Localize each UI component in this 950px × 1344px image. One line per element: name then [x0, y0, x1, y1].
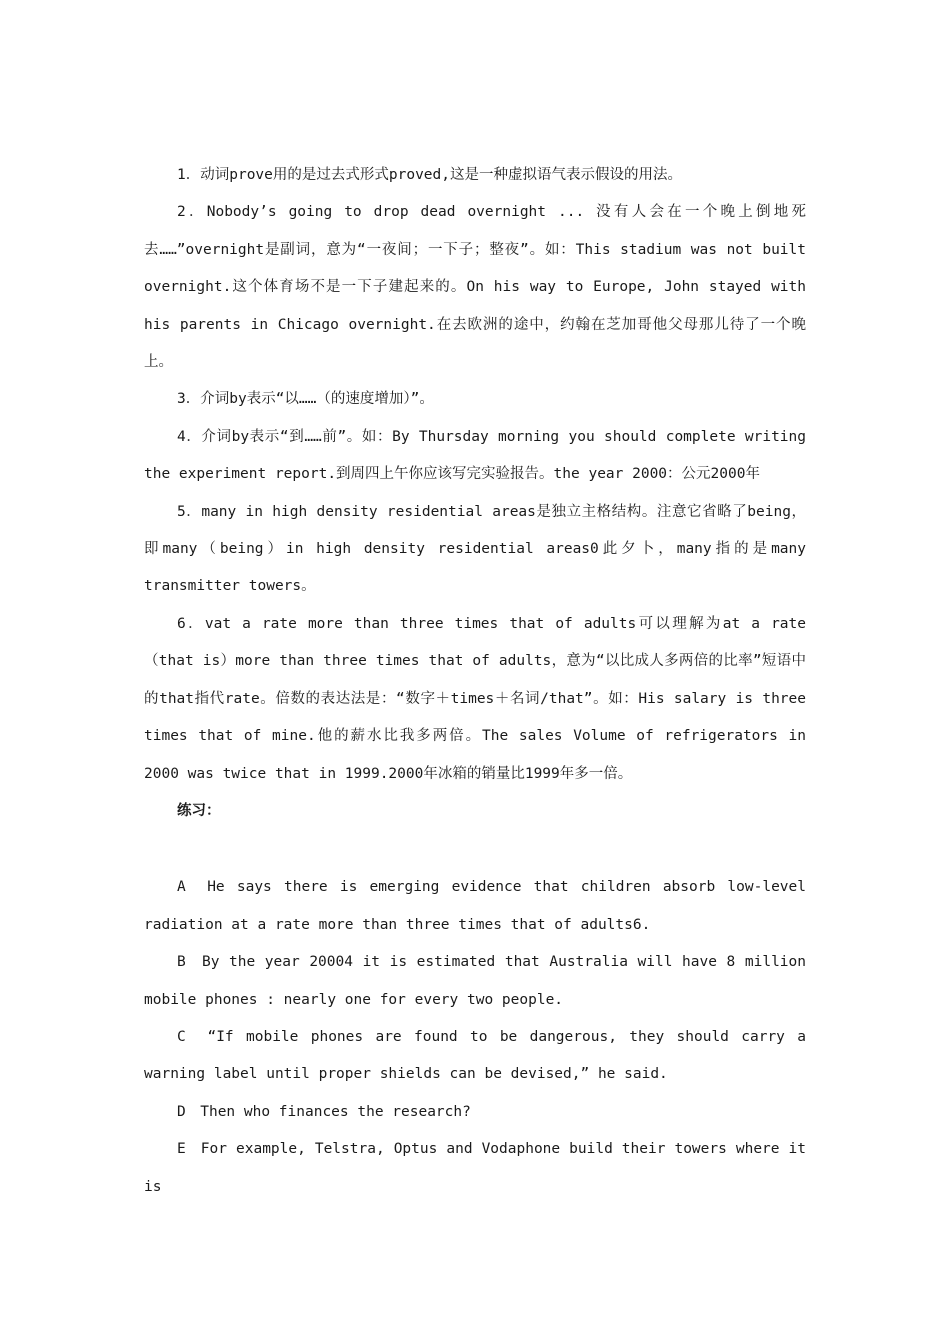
exercise-heading: 练习：: [177, 802, 221, 819]
note-6: 6．vat a rate more than three times that of adults可以理解为at a rate（that is）more than three times that of adults，意为“以比成人多两倍的比率”短语中的that指代rate。倍数的表达法是：“数字＋times＋名词/that”。如：His salary is three times that of mine.他的薪水比我多两倍。The sales Volume of refrigerators in 2000 was twice that in 1999.2000年冰箱的销量比1999年多一倍。: [144, 615, 806, 782]
exercise-option-d: D Then who finances the research?: [177, 1103, 471, 1120]
note-5: 5．many in high density residential areas是独立主格结构。注意它省略了being，即many（being）in high density residential areas0此夕卜，many指的是many transmitter towers。: [144, 503, 806, 595]
note-2: 2．Nobody’s going to drop dead overnight ... 没有人会在一个晚上倒地死去……”overnight是副词，意为“一夜间；一下子；整夜”。如：This stadium was not built overnight.这个体育场不是一下子建起来的。On his way to Europe, John stayed with his parents in Chicago overnight.在去欧洲的途中，约翰在芝加哥他父母那儿待了一个晚上。: [144, 204, 806, 371]
exercise-option-c: C “If mobile phones are found to be dangerous, they should carry a warning label until proper shields can be devised,” he said.: [144, 1028, 806, 1083]
document-body: [144, 157, 806, 1206]
note-3: 3．介词by表示“以……（的速度增加）”。: [177, 391, 434, 408]
blank-line: [144, 830, 806, 869]
exercise-option-a: A He says there is emerging evidence that children absorb low-level radiation at a rate more than three times that of adults6.: [144, 879, 806, 933]
note-4: 4．介词by表示“到……前”。如：By Thursday morning you should complete writing the experiment report.到周四上午你应该写完实验报告。the year 2000：公元2000年: [144, 428, 806, 483]
exercise-option-b: B By the year 20004 it is estimated that Australia will have 8 million mobile phones : nearly one for every two people.: [144, 954, 806, 1008]
exercise-option-e: E For example, Telstra, Optus and Vodaphone build their towers where it is: [144, 1141, 806, 1195]
note-1: 1．动词prove用的是过去式形式proved,这是一种虚拟语气表示假设的用法。: [177, 167, 682, 183]
